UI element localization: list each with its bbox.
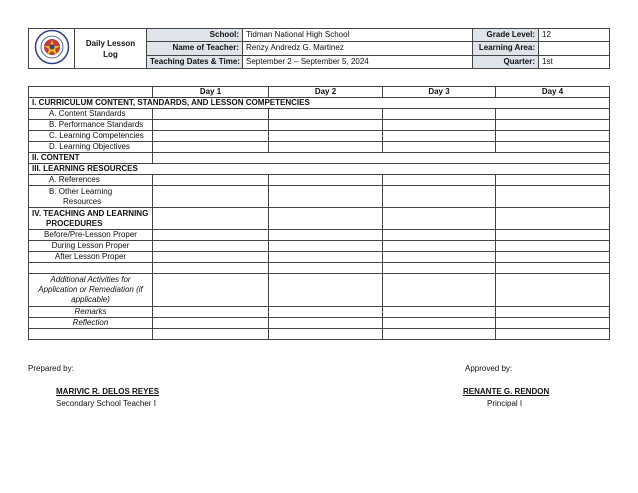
cell[interactable] <box>383 252 496 263</box>
cell[interactable] <box>269 208 383 230</box>
corner-cell <box>29 87 153 98</box>
row-performance-standards: B. Performance Standards <box>29 120 153 131</box>
row-before-lesson: Before/Pre-Lesson Proper <box>29 230 153 241</box>
cell[interactable] <box>153 175 269 186</box>
cell[interactable] <box>269 120 383 131</box>
cell[interactable] <box>383 109 496 120</box>
cell[interactable] <box>153 120 269 131</box>
prepared-by-label: Prepared by: <box>28 364 74 373</box>
header-table <box>28 28 610 69</box>
day-3-header: Day 3 <box>383 87 496 98</box>
section-content: II. CONTENT <box>29 153 153 164</box>
cell[interactable] <box>153 329 269 340</box>
row-during-lesson: During Lesson Proper <box>29 241 153 252</box>
title-line-2: Log <box>103 49 118 59</box>
row-additional-activities <box>29 274 153 307</box>
approved-by-label: Approved by: <box>465 364 513 373</box>
cell[interactable] <box>496 329 610 340</box>
procedures-line-1: IV. TEACHING AND LEARNING <box>32 208 149 218</box>
additional-line-3: applicable) <box>71 295 110 304</box>
seal-cell <box>29 29 75 69</box>
dates-value: September 2 – September 5, 2024 <box>243 55 473 68</box>
quarter-value: 1st <box>539 55 610 68</box>
school-value: Tidman National High School <box>243 29 473 42</box>
cell[interactable] <box>496 142 610 153</box>
cell[interactable] <box>496 274 610 307</box>
cell[interactable] <box>153 186 269 208</box>
additional-line-2: Application or Remediation (if <box>38 285 143 294</box>
row-after-lesson: After Lesson Proper <box>29 252 153 263</box>
cell[interactable] <box>496 186 610 208</box>
cell[interactable] <box>269 263 383 274</box>
cell[interactable] <box>383 175 496 186</box>
approved-by-title: Principal I <box>487 399 523 408</box>
procedures-line-2: PROCEDURES <box>46 218 103 228</box>
quarter-label: Quarter: <box>473 55 539 68</box>
cell[interactable] <box>496 109 610 120</box>
section-learning-resources: III. LEARNING RESOURCES <box>29 164 610 175</box>
cell[interactable] <box>496 120 610 131</box>
day-1-header: Day 1 <box>153 87 269 98</box>
row-remarks: Remarks <box>29 307 153 318</box>
deped-seal-icon <box>34 29 70 65</box>
blank-row-label <box>29 263 153 274</box>
row-references: A. References <box>29 175 153 186</box>
cell[interactable] <box>496 307 610 318</box>
cell[interactable] <box>383 318 496 329</box>
cell[interactable] <box>383 230 496 241</box>
cell[interactable] <box>153 263 269 274</box>
cell[interactable] <box>153 109 269 120</box>
cell[interactable] <box>153 252 269 263</box>
cell[interactable] <box>269 252 383 263</box>
cell[interactable] <box>269 329 383 340</box>
cell[interactable] <box>269 307 383 318</box>
other-resources-line-1: B. Other Learning <box>49 186 113 196</box>
cell[interactable] <box>153 230 269 241</box>
cell[interactable] <box>496 230 610 241</box>
cell[interactable] <box>383 120 496 131</box>
row-reflection: Reflection <box>29 318 153 329</box>
section-curriculum: I. CURRICULUM CONTENT, STANDARDS, AND LESSON COMPETENCIES <box>29 98 610 109</box>
cell[interactable] <box>496 208 610 230</box>
dates-label: Teaching Dates & Time: <box>147 55 243 68</box>
grade-level-value: 12 <box>539 29 610 42</box>
cell[interactable] <box>153 208 269 230</box>
cell[interactable] <box>496 263 610 274</box>
row-other-resources <box>29 186 153 208</box>
additional-line-1: Additional Activities for <box>50 275 131 284</box>
cell[interactable] <box>496 131 610 142</box>
cell[interactable] <box>153 142 269 153</box>
cell[interactable] <box>153 131 269 142</box>
cell[interactable] <box>269 175 383 186</box>
cell[interactable] <box>269 230 383 241</box>
content-cell[interactable] <box>153 153 610 164</box>
section-teaching-procedures <box>29 208 153 230</box>
day-4-header: Day 4 <box>496 87 610 98</box>
blank-row-label <box>29 329 153 340</box>
cell[interactable] <box>269 142 383 153</box>
cell[interactable] <box>496 318 610 329</box>
cell[interactable] <box>383 241 496 252</box>
row-content-standards: A. Content Standards <box>29 109 153 120</box>
cell[interactable] <box>153 274 269 307</box>
cell[interactable] <box>269 131 383 142</box>
teacher-value: Renzy Andredz G. Martinez <box>243 42 473 55</box>
school-label: School: <box>147 29 243 42</box>
grade-level-label: Grade Level: <box>473 29 539 42</box>
cell[interactable] <box>269 318 383 329</box>
cell[interactable] <box>269 241 383 252</box>
cell[interactable] <box>383 142 496 153</box>
cell[interactable] <box>269 109 383 120</box>
learning-area-label: Learning Area: <box>473 42 539 55</box>
cell[interactable] <box>383 186 496 208</box>
cell[interactable] <box>153 318 269 329</box>
cell[interactable] <box>383 274 496 307</box>
teacher-label: Name of Teacher: <box>147 42 243 55</box>
cell[interactable] <box>269 274 383 307</box>
cell[interactable] <box>383 329 496 340</box>
day-header-row <box>29 87 610 98</box>
cell[interactable] <box>383 307 496 318</box>
row-learning-objectives: D. Learning Objectives <box>29 142 153 153</box>
cell[interactable] <box>269 186 383 208</box>
lesson-log-title <box>75 29 147 69</box>
cell[interactable] <box>383 263 496 274</box>
cell[interactable] <box>153 241 269 252</box>
row-learning-competencies: C. Learning Competencies <box>29 131 153 142</box>
lesson-table <box>28 86 610 340</box>
cell[interactable] <box>496 252 610 263</box>
cell[interactable] <box>496 175 610 186</box>
day-2-header: Day 2 <box>269 87 383 98</box>
cell[interactable] <box>153 307 269 318</box>
other-resources-line-2: Resources <box>63 196 102 206</box>
cell[interactable] <box>496 241 610 252</box>
learning-area-value <box>539 42 610 55</box>
prepared-by-title: Secondary School Teacher I <box>56 399 156 408</box>
prepared-by-name: MARIVIC R. DELOS REYES <box>56 387 160 396</box>
cell[interactable] <box>383 208 496 230</box>
title-line-1: Daily Lesson <box>85 38 136 48</box>
cell[interactable] <box>383 131 496 142</box>
approved-by-name: RENANTE G. RENDON <box>463 387 550 396</box>
